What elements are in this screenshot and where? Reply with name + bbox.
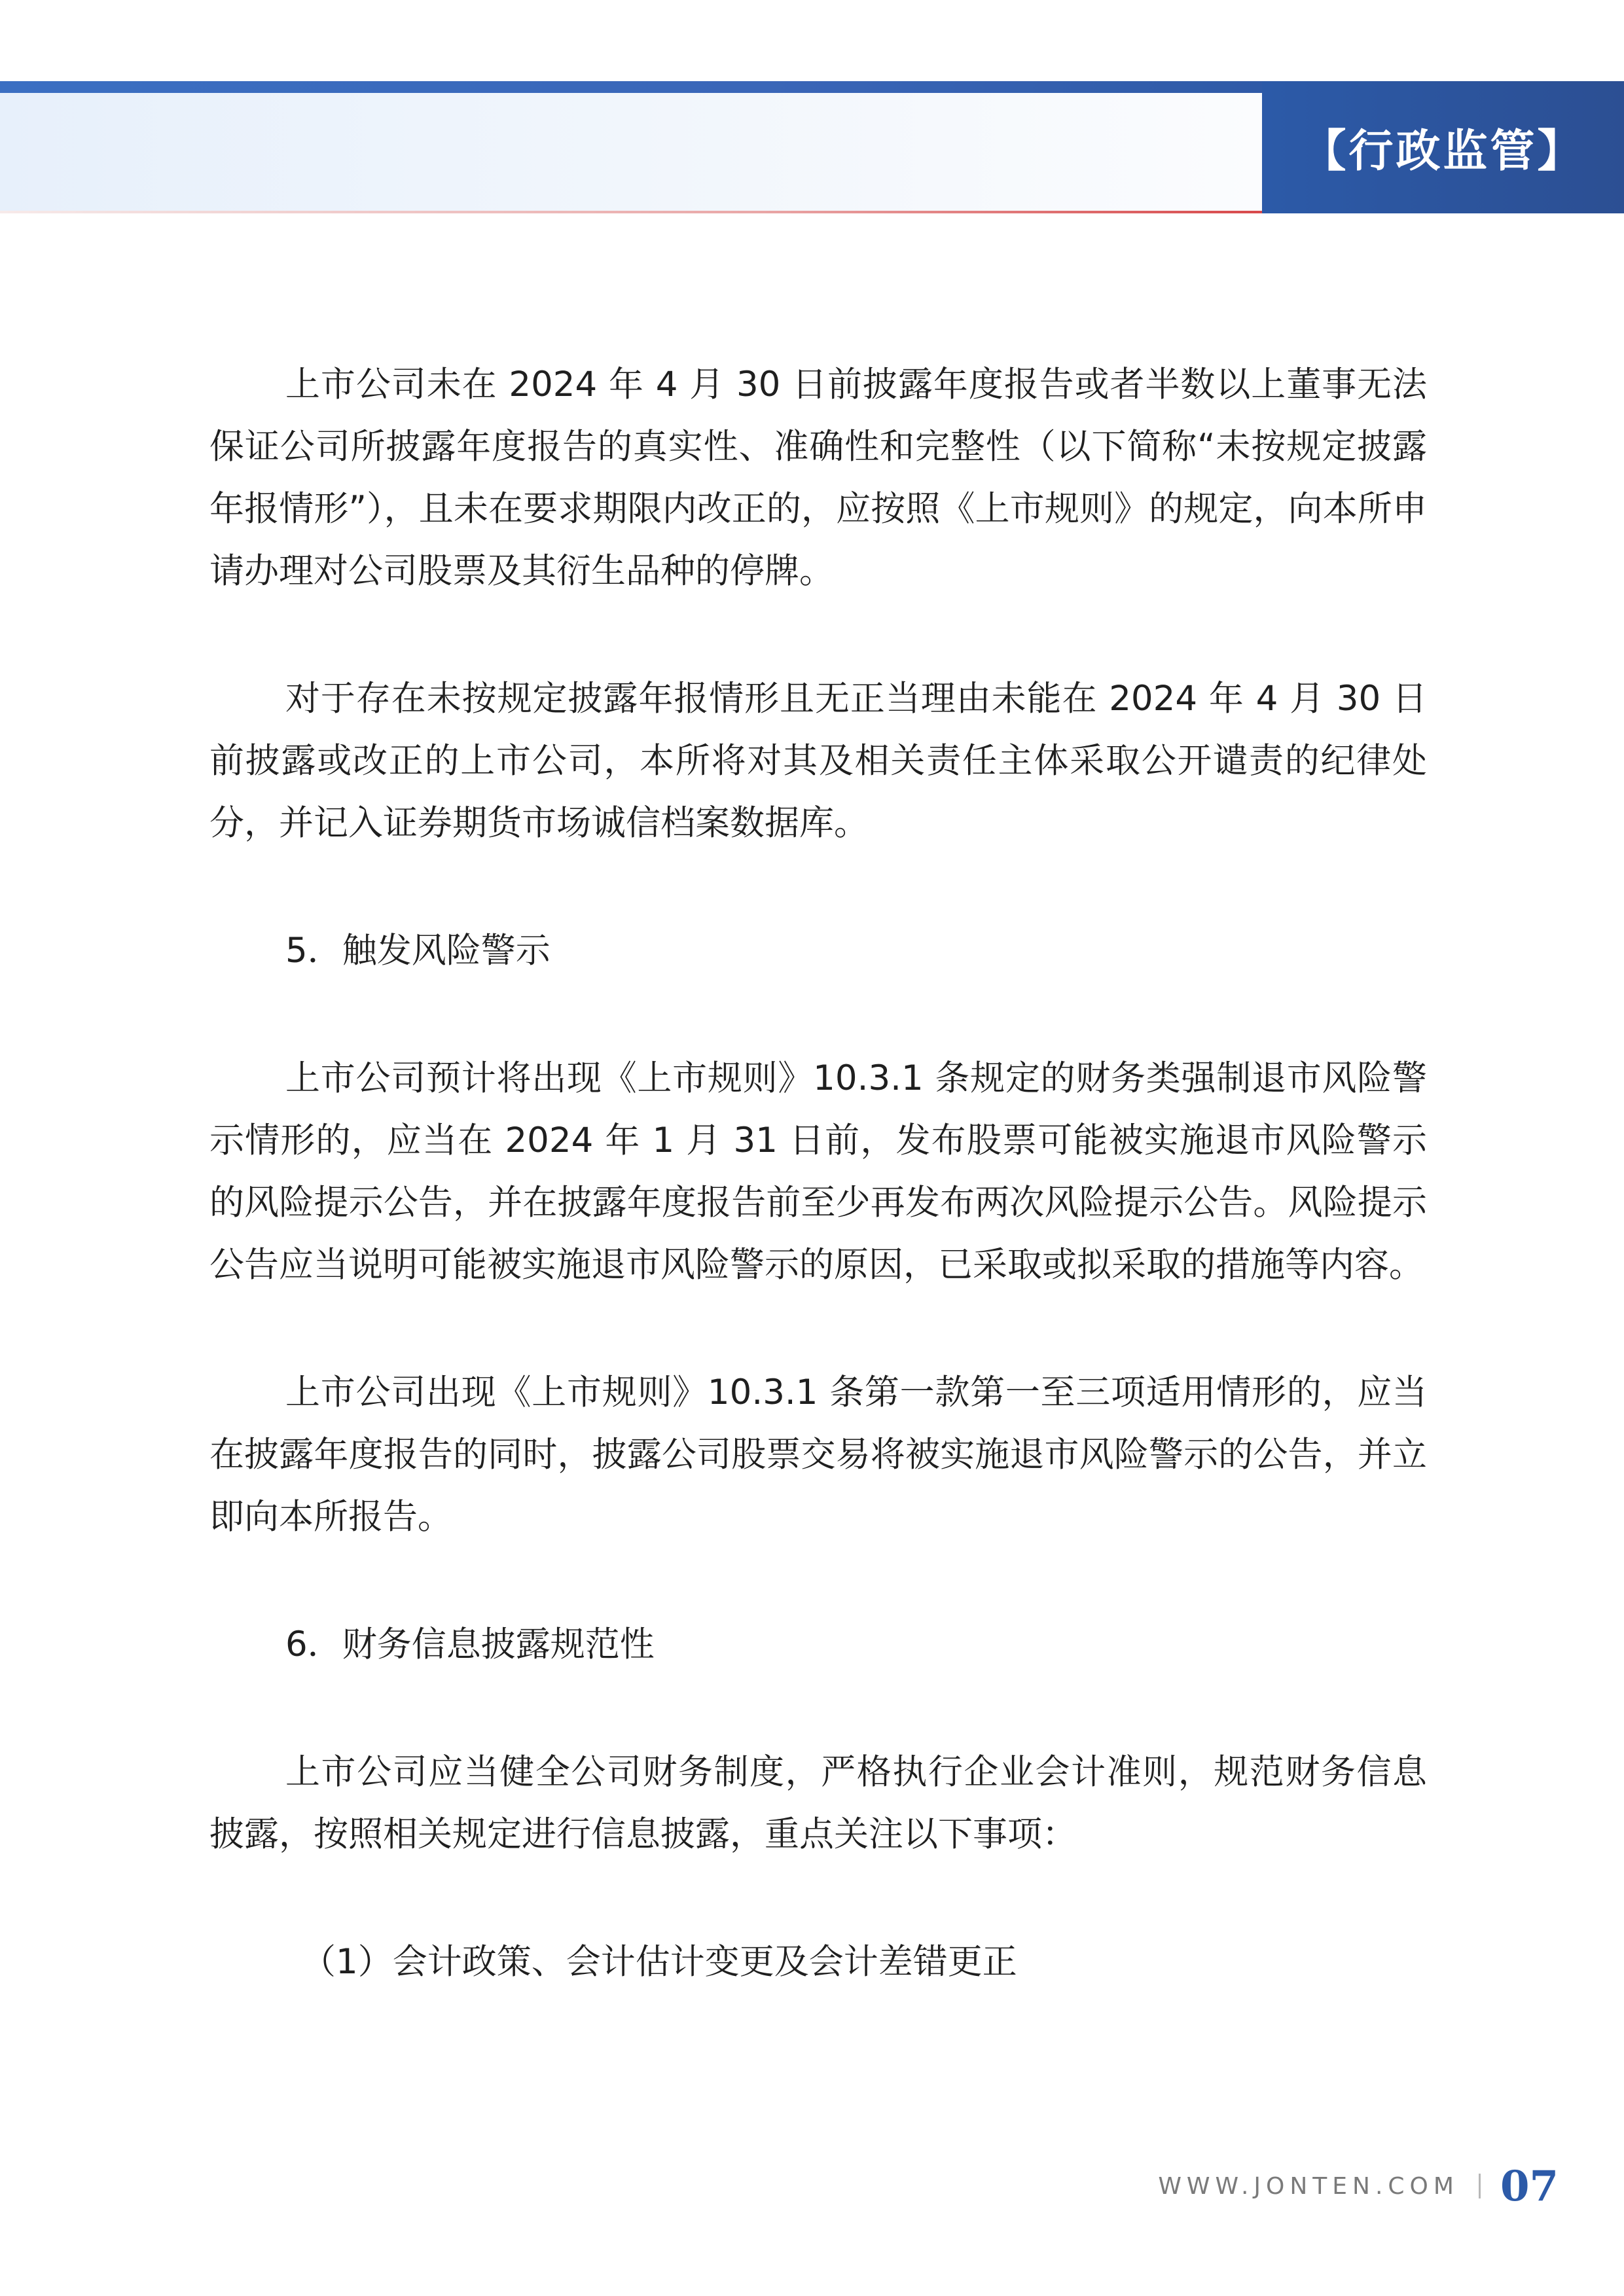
paragraph: 上市公司预计将出现《上市规则》10.3.1 条规定的财务类强制退市风险警示情形的，应当在 2024 年 1 月 31 日前，发布股票可能被实施退市风险警示的风险提示公告，并在披露年度报告前至少再发布两次风险提示公告。风险提示公告应当说明可能被实施退市风险警示的原因，已采取或拟采取的措施等内容。 [209, 1058, 1427, 1285]
paragraph: 上市公司未在 2024 年 4 月 30 日前披露年度报告或者半数以上董事无法保证公司所披露年度报告的真实性、准确性和完整性（以下简称“未按规定披露年报情形”），且未在要求期限内改正的，应按照《上市规则》的规定，向本所申请办理对公司股票及其衍生品种的停牌。 [209, 365, 1427, 591]
footer-website: WWW.JONTEN.COM [1158, 2172, 1459, 2200]
article-body [209, 353, 1427, 1993]
sub-heading: （1）会计政策、会计估计变更及会计差错更正 [301, 1942, 1017, 1982]
page-number: 07 [1500, 2161, 1559, 2211]
paragraph: 上市公司应当健全公司财务制度，严格执行企业会计准则，规范财务信息披露，按照相关规定进行信息披露，重点关注以下事项： [209, 1752, 1427, 1854]
section-heading: 6．财务信息披露规范性 [285, 1624, 655, 1664]
page-header [0, 0, 1624, 223]
page-footer [1158, 2160, 1559, 2212]
footer-divider [1479, 2174, 1481, 2198]
section-tag [1262, 81, 1624, 213]
paragraph: 上市公司出现《上市规则》10.3.1 条第一款第一至三项适用情形的，应当在披露年度报告的同时，披露公司股票交易将被实施退市风险警示的公告，并立即向本所报告。 [209, 1372, 1427, 1537]
section-tag-label: 【行政监管】 [1301, 125, 1585, 177]
header-band [0, 93, 1262, 211]
header-accent-line [0, 211, 1262, 213]
header-top-line [0, 81, 1262, 93]
section-heading: 5．触发风险警示 [285, 931, 550, 971]
paragraph: 对于存在未按规定披露年报情形且无正当理由未能在 2024 年 4 月 30 日前披露或改正的上市公司，本所将对其及相关责任主体采取公开谴责的纪律处分，并记入证券期货市场诚信档案数据库。 [209, 679, 1427, 843]
